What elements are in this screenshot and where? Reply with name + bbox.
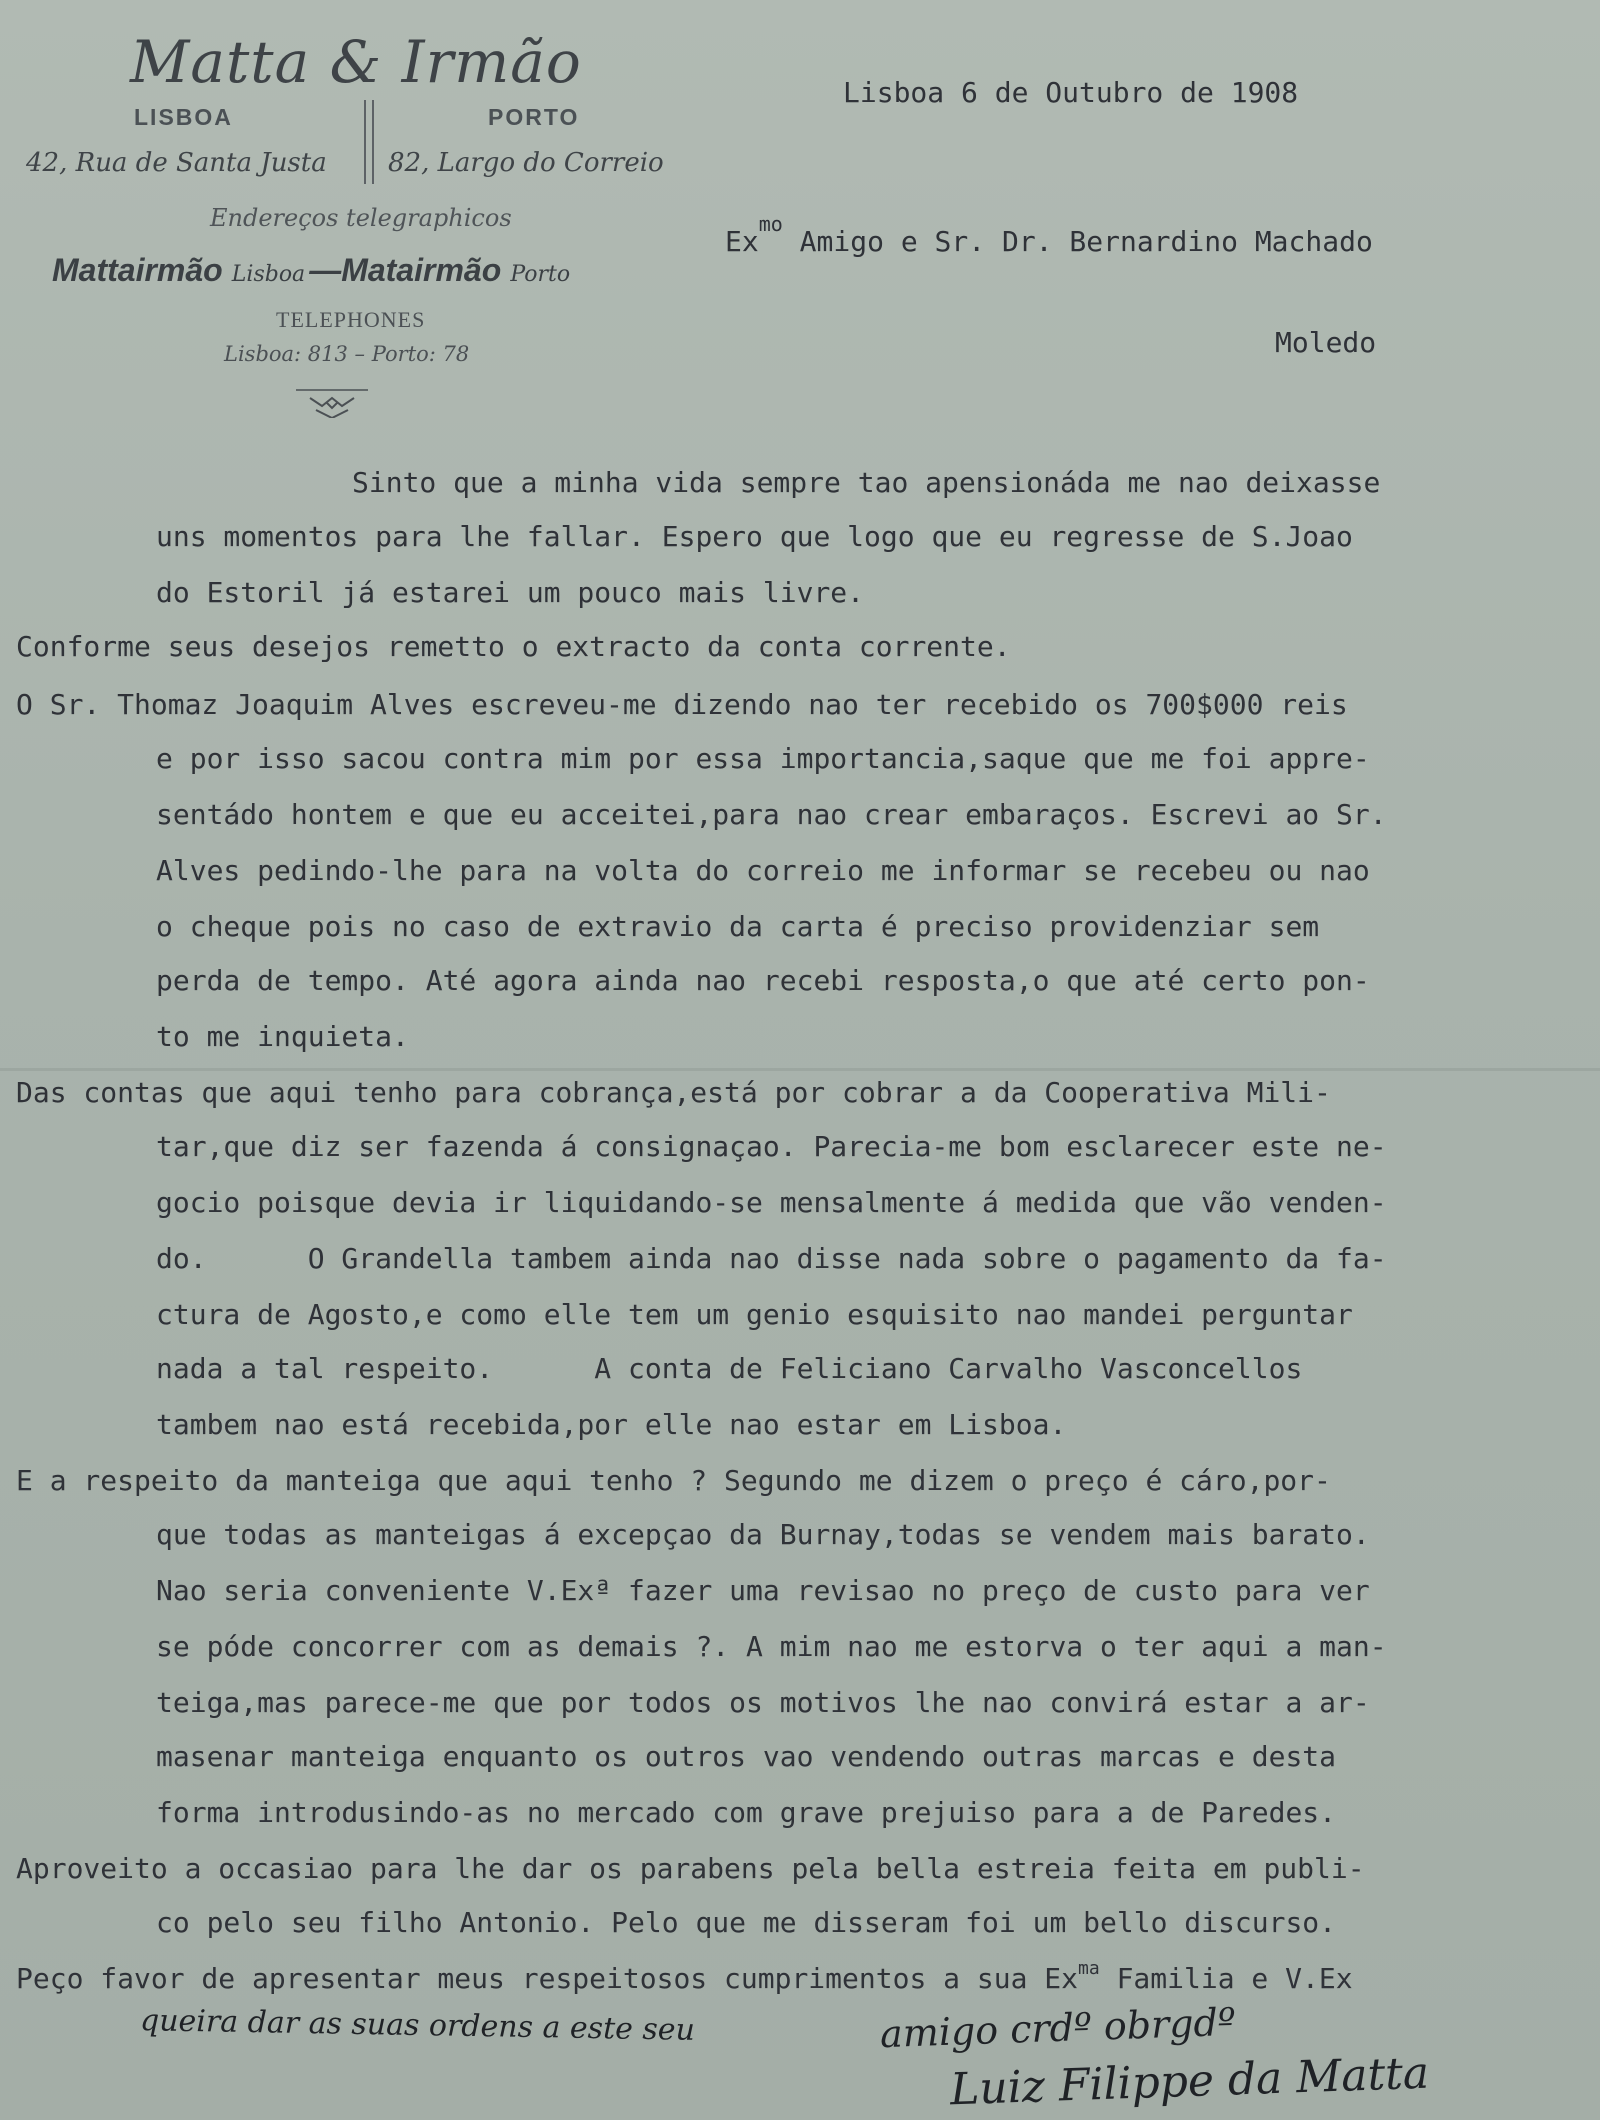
ornament-icon [296, 384, 368, 418]
body-line: Conforme seus desejos remetto o extracto da conta corrente. [16, 630, 1011, 663]
place: Moledo [1275, 326, 1377, 359]
closing-rest: Familia e V.Ex [1099, 1962, 1353, 1995]
body-line: Alves pedindo-lhe para na volta do correio me informar se recebeu ou nao [156, 854, 1370, 887]
body-line: do. O Grandella tambem ainda nao disse nada sobre o pagamento da fa- [156, 1242, 1387, 1275]
telegraph-label: Endereços telegraphicos [210, 204, 512, 232]
address-porto: 82, Largo do Correio [388, 148, 664, 178]
body-line: e por isso sacou contra mim por essa importancia,saque que me foi appre- [156, 742, 1370, 775]
letterhead-divider [364, 100, 374, 184]
body-line: Nao seria conveniente V.Exª fazer uma revisao no preço de custo para ver [156, 1574, 1370, 1607]
telephones-label: TELEPHONES [276, 307, 426, 332]
body-line: E a respeito da manteiga que aqui tenho ? Segundo me dizem o preço é cáro,por- [16, 1464, 1331, 1497]
body-line: forma introdusindo-as no mercado com grave prejuiso para a de Paredes. [156, 1796, 1337, 1829]
paper-fold [0, 1068, 1600, 1071]
salutation-sup: mo [758, 212, 783, 236]
salutation-rest: Amigo e Sr. Dr. Bernardino Machado [782, 225, 1373, 258]
body-line: Das contas que aqui tenho para cobrança,está por cobrar a da Cooperativa Mili- [16, 1076, 1331, 1109]
telegraph-porto-city: Porto [510, 262, 571, 287]
firm-name: Matta & Irmão [130, 28, 582, 96]
body-line: Aproveito a occasiao para lhe dar os parabens pela bella estreia feita em publi- [16, 1852, 1365, 1885]
body-line: co pelo seu filho Antonio. Pelo que me disseram foi um bello discurso. [156, 1906, 1337, 1939]
handwritten-closing: queira dar as suas ordens a este seu [139, 2003, 696, 2048]
closing-text: Peço favor de apresentar meus respeitosos cumprimentos a sua Ex [16, 1962, 1079, 1995]
body-line: Sinto que a minha vida sempre tao apensionáda me nao deixasse [352, 466, 1381, 499]
dateline: Lisboa 6 de Outubro de 1908 [843, 76, 1299, 109]
telegraph-addresses [52, 252, 574, 289]
telephones: Lisboa: 813 – Porto: 78 [224, 342, 470, 366]
body-line: teiga,mas parece-me que por todos os motivos lhe nao convirá estar a ar- [156, 1686, 1370, 1719]
closing-line [16, 1958, 1353, 1995]
city-porto: PORTO [488, 104, 580, 130]
body-line: que todas as manteigas á excepçao da Burnay,todas se vendem mais barato. [156, 1518, 1370, 1551]
telegraph-lisboa-city: Lisboa [231, 262, 306, 287]
body-line: uns momentos para lhe fallar. Espero que logo que eu regresse de S.Joao [156, 520, 1353, 553]
body-line: sentádo hontem e que eu acceitei,para nao crear embaraços. Escrevi ao Sr. [156, 798, 1387, 831]
body-line: do Estoril já estarei um pouco mais livre. [156, 576, 865, 609]
telegraph-porto: Matairmão [341, 252, 502, 288]
body-line: gocio poisque devia ir liquidando-se mensalmente á medida que vão venden- [156, 1186, 1387, 1219]
body-line: tar,que diz ser fazenda á consignaçao. Parecia-me bom esclarecer este ne- [156, 1130, 1387, 1163]
body-line: O Sr. Thomaz Joaquim Alves escreveu-me dizendo nao ter recebido os 700$000 reis [16, 688, 1348, 721]
body-line: o cheque pois no caso de extravio da carta é preciso providenziar sem [156, 910, 1320, 943]
signature: Luiz Filippe da Matta [949, 2047, 1430, 2116]
salutation [725, 212, 1373, 258]
letterhead [0, 0, 720, 440]
body-line: ctura de Agosto,e como elle tem um genio esquisito nao mandei perguntar [156, 1298, 1353, 1331]
body-line: perda de tempo. Até agora ainda nao recebi resposta,o que até certo pon- [156, 964, 1370, 997]
closing-sup: ma [1078, 1958, 1100, 1979]
address-lisboa: 42, Rua de Santa Justa [26, 148, 327, 178]
salutation-prefix: Ex [725, 225, 759, 258]
body-line: tambem nao está recebida,por elle nao estar em Lisboa. [156, 1408, 1067, 1441]
body-line: to me inquieta. [156, 1020, 409, 1053]
telegraph-lisboa: Mattairmão [52, 252, 223, 288]
body-line: masenar manteiga enquanto os outros vao vendendo outras marcas e desta [156, 1740, 1337, 1773]
telegraph-dash: — [309, 252, 342, 288]
city-lisboa: LISBOA [134, 104, 233, 130]
handwritten-regards: amigo crdº obrgdº [879, 1999, 1237, 2057]
body-line: nada a tal respeito. A conta de Feliciano Carvalho Vasconcellos [156, 1352, 1303, 1385]
body-line: se póde concorrer com as demais ?. A mim nao me estorva o ter aqui a man- [156, 1630, 1387, 1663]
